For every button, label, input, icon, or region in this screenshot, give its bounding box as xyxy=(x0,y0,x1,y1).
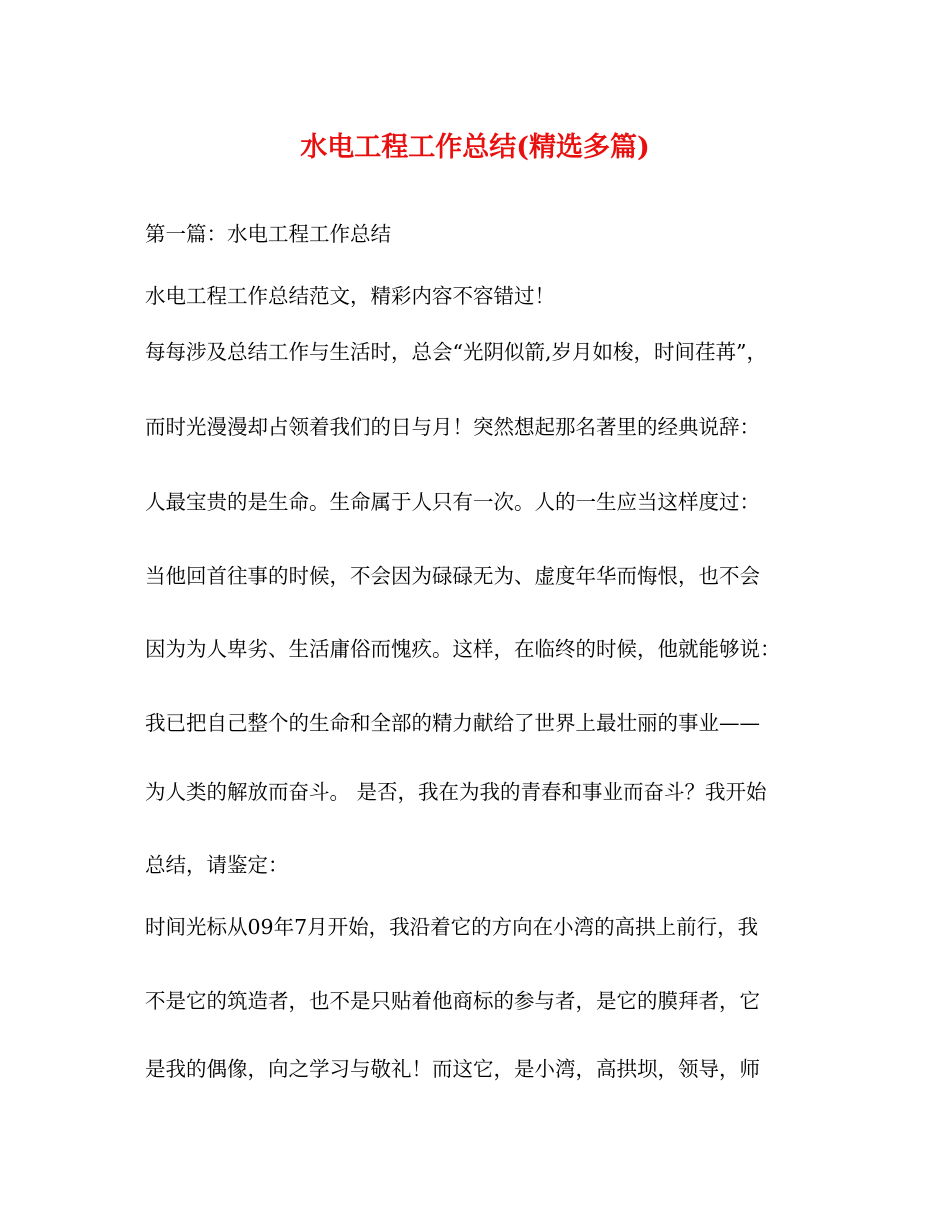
paragraph-line: 而时光漫漫却占领着我们的日与月！突然想起那名著里的经典说辞： xyxy=(145,415,760,439)
document-title: 水电工程工作总结(精选多篇) xyxy=(300,132,650,163)
paragraph-line: 为人类的解放而奋斗。 是否，我在为我的青春和事业而奋斗？我开始 xyxy=(145,780,767,804)
paragraph-line: 我已把自己整个的生命和全部的精力献给了世界上最壮丽的事业—— xyxy=(145,711,760,735)
paragraph-line: 不是它的筑造者，也不是只贴着他商标的参与者，是它的膜拜者，它 xyxy=(145,989,760,1013)
paragraph-line: 水电工程工作总结范文，精彩内容不容错过！ xyxy=(145,284,555,308)
paragraph-line: 人最宝贵的是生命。生命属于人只有一次。人的一生应当这样度过： xyxy=(145,490,760,514)
section-heading: 第一篇：水电工程工作总结 xyxy=(145,222,391,246)
paragraph-line: 是我的偶像，向之学习与敬礼！而这它，是小湾，高拱坝，领导，师 xyxy=(145,1057,760,1081)
paragraph-line: 因为为人卑劣、生活庸俗而愧疚。这样，在临终的时候，他就能够说： xyxy=(145,637,781,661)
paragraph-line: 总结，请鉴定： xyxy=(145,853,289,877)
paragraph-line: 每每涉及总结工作与生活时，总会“光阴似箭,岁月如梭，时间荏苒”， xyxy=(145,340,767,364)
paragraph-line: 当他回首往事的时候，不会因为碌碌无为、虚度年华而悔恨，也不会 xyxy=(145,564,760,588)
paragraph-line: 时间光标从09年7月开始，我沿着它的方向在小湾的高拱上前行，我 xyxy=(145,915,759,939)
